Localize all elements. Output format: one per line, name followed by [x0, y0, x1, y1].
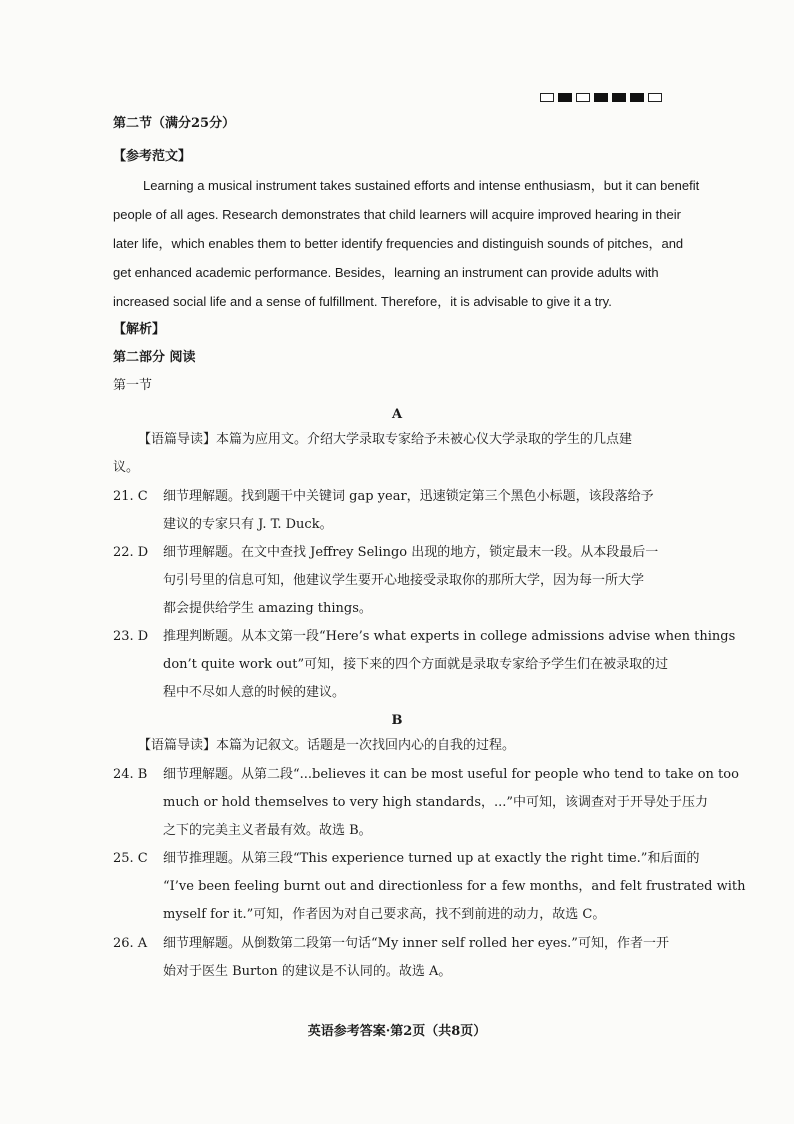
passage-a-letter: A	[391, 407, 403, 422]
essay-line: increased social life and a sense of fulfillment. Therefore，it is advisable to give it a try.	[113, 294, 612, 309]
question-explanation: 细节理解题。从倒数第二段第一句话“My inner self rolled her eyes.”可知，作者一开	[163, 936, 669, 951]
analysis-label: 【解析】	[113, 322, 166, 337]
question-number: 21. C	[113, 489, 148, 504]
question-explanation: 细节推理题。从第三段“This experience turned up at exactly the right time.”和后面的	[163, 851, 700, 866]
question-explanation: 之下的完美主义者最有效。故选 B。	[163, 823, 372, 838]
essay-line: later life，which enables them to better identify frequencies and distinguish sounds of pitches，and	[113, 236, 684, 251]
question-explanation: myself for it.”可知，作者因为对自己要求高，找不到前进的动力，故选 C。	[163, 907, 606, 922]
question-explanation: 程中不尽如人意的时候的建议。	[163, 685, 346, 700]
subsection-title: 第一节	[113, 378, 153, 393]
passage-b-guide: 【语篇导读】本篇为记叙文。话题是一次找回内心的自我的过程。	[138, 738, 516, 753]
model-essay-label: 【参考范文】	[113, 149, 192, 164]
question-explanation: 都会提供给学生 amazing things。	[163, 601, 372, 616]
passage-a-guide: 议。	[113, 460, 140, 475]
question-explanation: “I’ve been feeling burnt out and directionless for a few months，and felt frustrated with	[163, 879, 746, 894]
essay-line: people of all ages. Research demonstrates that child learners will acquire improved hearing in their	[113, 207, 681, 222]
question-explanation: 细节理解题。在文中查找 Jeffrey Selingo 出现的地方，锁定最末一段。从本段最后一	[163, 545, 659, 560]
question-number: 26. A	[113, 936, 148, 951]
question-explanation: 始对于医生 Burton 的建议是不认同的。故选 A。	[163, 964, 452, 979]
question-number: 25. C	[113, 851, 148, 866]
section-header: 第二节（满分25分）	[113, 116, 236, 131]
question-explanation: 推理判断题。从本文第一段“Here’s what experts in college admissions advise when things	[163, 629, 736, 644]
question-explanation: 细节理解题。从第二段“...believes it can be most useful for people who tend to take on too	[163, 767, 739, 782]
question-number: 23. D	[113, 629, 149, 644]
question-explanation: 细节理解题。找到题干中关键词 gap year，迅速锁定第三个黑色小标题，该段落给予	[163, 489, 654, 504]
page-footer: 英语参考答案·第2页（共8页）	[307, 1024, 487, 1039]
page-marker-boxes	[540, 93, 662, 102]
question-explanation: much or hold themselves to very high standards，...”中可知，该调查对于开导处于压力	[163, 795, 709, 810]
question-explanation: 建议的专家只有 J. T. Duck。	[163, 517, 333, 532]
question-explanation: 句引号里的信息可知，他建议学生要开心地接受录取你的那所大学，因为每一所大学	[163, 573, 645, 588]
question-explanation: don’t quite work out”可知，接下来的四个方面就是录取专家给予学生们在被录取的过	[163, 657, 669, 672]
passage-a-guide: 【语篇导读】本篇为应用文。介绍大学录取专家给予未被心仪大学录取的学生的几点建	[138, 432, 633, 447]
essay-line: Learning a musical instrument takes sustained efforts and intense enthusiasm，but it can benefit	[143, 178, 700, 193]
part-title: 第二部分 阅读	[113, 350, 196, 365]
passage-b-letter: B	[391, 713, 403, 728]
essay-line: get enhanced academic performance. Besides，learning an instrument can provide adults with	[113, 265, 659, 280]
question-number: 22. D	[113, 545, 149, 560]
question-number: 24. B	[113, 767, 148, 782]
